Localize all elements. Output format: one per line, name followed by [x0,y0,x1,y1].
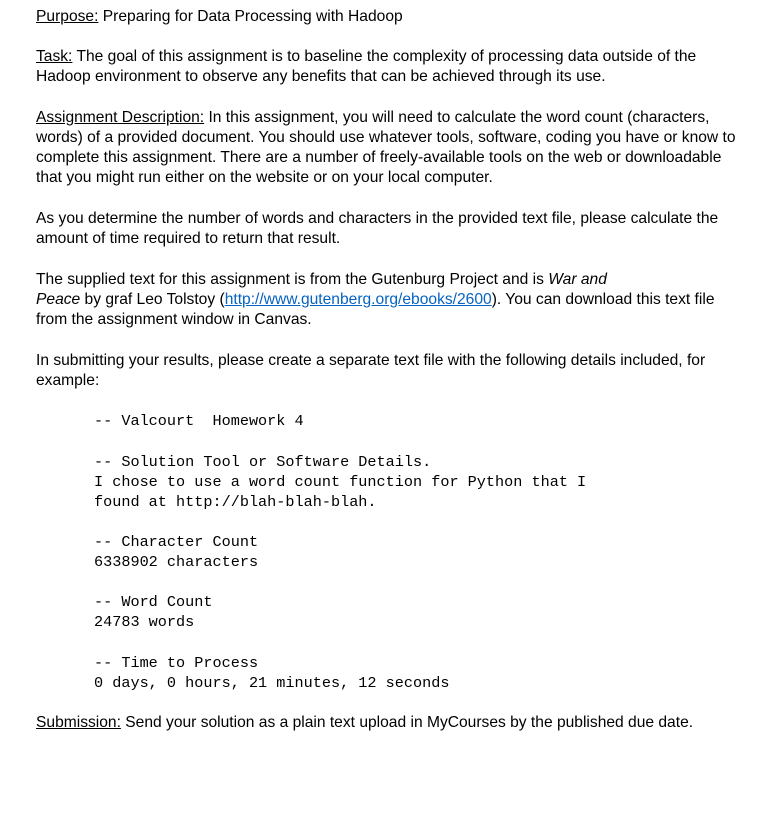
example-solution-line2: found at http://blah-blah-blah. [94,493,377,511]
example-word-block [94,592,736,632]
gutenberg-link[interactable]: http://www.gutenberg.org/ebooks/2600 [224,291,492,308]
assignment-document [36,7,736,733]
example-solution-heading: -- Solution Tool or Software Details. [94,453,432,471]
example-time-value: 0 days, 0 hours, 21 minutes, 12 seconds [94,674,450,692]
example-character-block [94,532,736,572]
purpose-text: Preparing for Data Processing with Hadoop [98,8,403,25]
supplied-text-paragraph [36,270,736,330]
assignment-description-label: Assignment Description: [36,109,205,126]
purpose-paragraph [36,7,736,27]
task-paragraph [36,47,736,87]
submission-label: Submission: [36,714,121,731]
example-solution-line1: I chose to use a word count function for Python that I [94,473,587,491]
example-time-heading: -- Time to Process [94,654,259,672]
book-title-part1: War and [548,271,607,288]
example-character-value: 6338902 characters [94,553,259,571]
example-word-value: 24783 words [94,613,195,631]
example-solution-block [94,452,736,512]
purpose-label: Purpose: [36,8,99,25]
supplied-text-after: ). You can download this text file from the assignment window in Canvas. [36,291,715,328]
assignment-description-text: In this assignment, you will need to calculate the word count (characters, words) of a provided document. You should use whatever tools, software, coding you have or know to complete this assignment. There are a number of freely-available tools on the web or downloadable that you might run either on the website or on your local computer. [36,109,736,186]
task-text: The goal of this assignment is to baseline the complexity of processing data outside of the Hadoop environment to observe any benefits that can be achieved through its use. [36,48,697,85]
submission-paragraph [36,713,736,733]
submitting-paragraph: In submitting your results, please create a separate text file with the following details included, for example: [36,352,706,389]
example-time-block [94,653,736,693]
example-character-heading: -- Character Count [94,533,259,551]
example-word-heading: -- Word Count [94,593,213,611]
assignment-description-paragraph [36,108,736,188]
supplied-text-middle: by graf Leo Tolstoy ( [80,291,225,308]
example-header: -- Valcourt Homework 4 [94,412,304,430]
supplied-text-before: The supplied text for this assignment is from the Gutenburg Project and is [36,271,549,288]
determine-paragraph: As you determine the number of words and characters in the provided text file, please calculate the amount of time required to return that result. [36,210,719,247]
book-title-part2: Peace [36,291,81,308]
submission-text: Send your solution as a plain text upload in MyCourses by the published due date. [120,714,694,731]
task-label: Task: [36,48,73,65]
